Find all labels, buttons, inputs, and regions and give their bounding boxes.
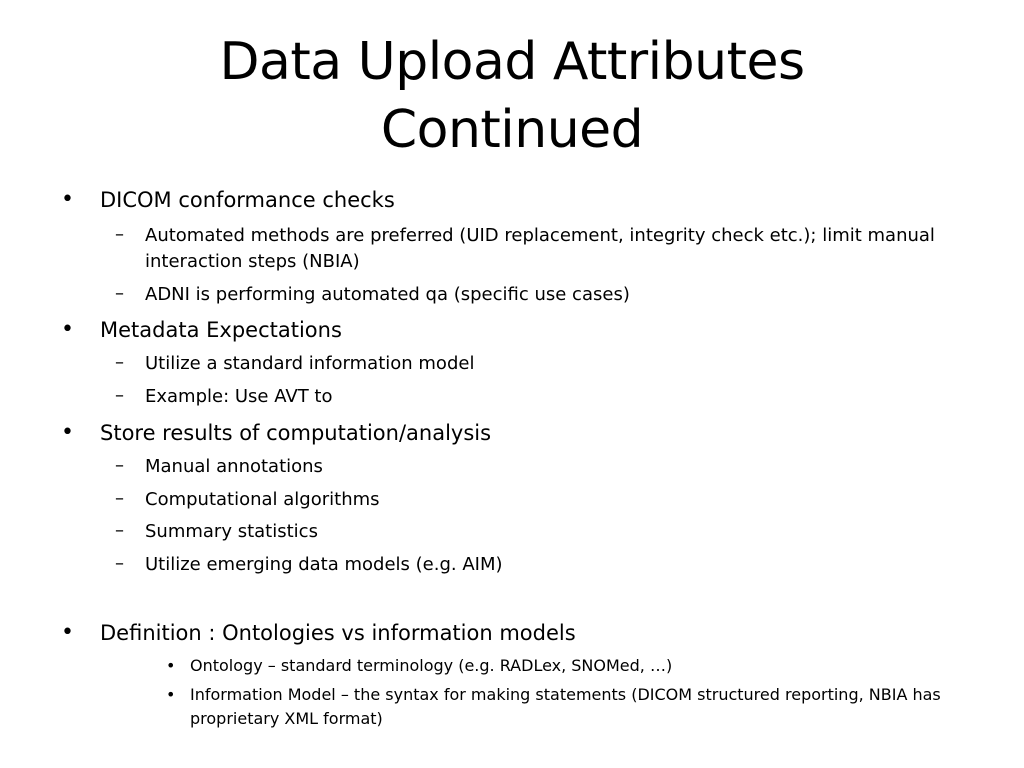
dash-icon: – — [115, 520, 124, 541]
slide-title — [0, 28, 1024, 164]
slide-title-line-1: Data Upload Attributes — [219, 32, 805, 92]
sub-bullet-text: ADNI is performing automated qa (specific use cases) — [145, 284, 630, 305]
dash-icon: – — [115, 283, 124, 304]
sub-bullet-text: Utilize a standard information model — [145, 353, 475, 374]
sub-bullet-text: Example: Use AVT to — [145, 386, 333, 407]
dash-icon: – — [115, 455, 124, 476]
sub-bullet-text: Manual annotations — [145, 456, 323, 477]
bullet-icon: • — [61, 317, 74, 342]
slide-title-line-2: Continued — [380, 100, 644, 160]
sub-bullet-text: Automated methods are preferred (UID replacement, integrity check etc.); limit manual interaction steps (NBIA) — [145, 225, 935, 272]
dash-icon: – — [115, 488, 124, 509]
sub-bullet-text: Summary statistics — [145, 521, 318, 542]
bullet-text: DICOM conformance checks — [100, 188, 395, 212]
sub-bullet-text: Utilize emerging data models (e.g. AIM) — [145, 554, 503, 575]
sub-bullet-text: Computational algorithms — [145, 489, 380, 510]
bullet-icon: • — [61, 187, 74, 212]
bullet-text: Store results of computation/analysis — [100, 421, 492, 445]
bullet-icon: • — [61, 620, 74, 645]
bullet-icon: • — [61, 420, 74, 445]
dash-icon: – — [115, 553, 124, 574]
bullet-text: Definition : Ontologies vs information models — [100, 621, 576, 645]
dash-icon: – — [115, 224, 124, 245]
dash-icon: – — [115, 352, 124, 373]
sub-sub-bullet-text: Ontology – standard terminology (e.g. RADLex, SNOMed, …) — [190, 656, 673, 675]
sub-sub-bullet-text: Information Model – the syntax for making statements (DICOM structured reporting, NBIA has proprietary XML format) — [190, 685, 941, 728]
dash-icon: – — [115, 385, 124, 406]
bullet-icon: • — [166, 656, 176, 675]
bullet-icon: • — [166, 685, 176, 704]
bullet-text: Metadata Expectations — [100, 318, 342, 342]
